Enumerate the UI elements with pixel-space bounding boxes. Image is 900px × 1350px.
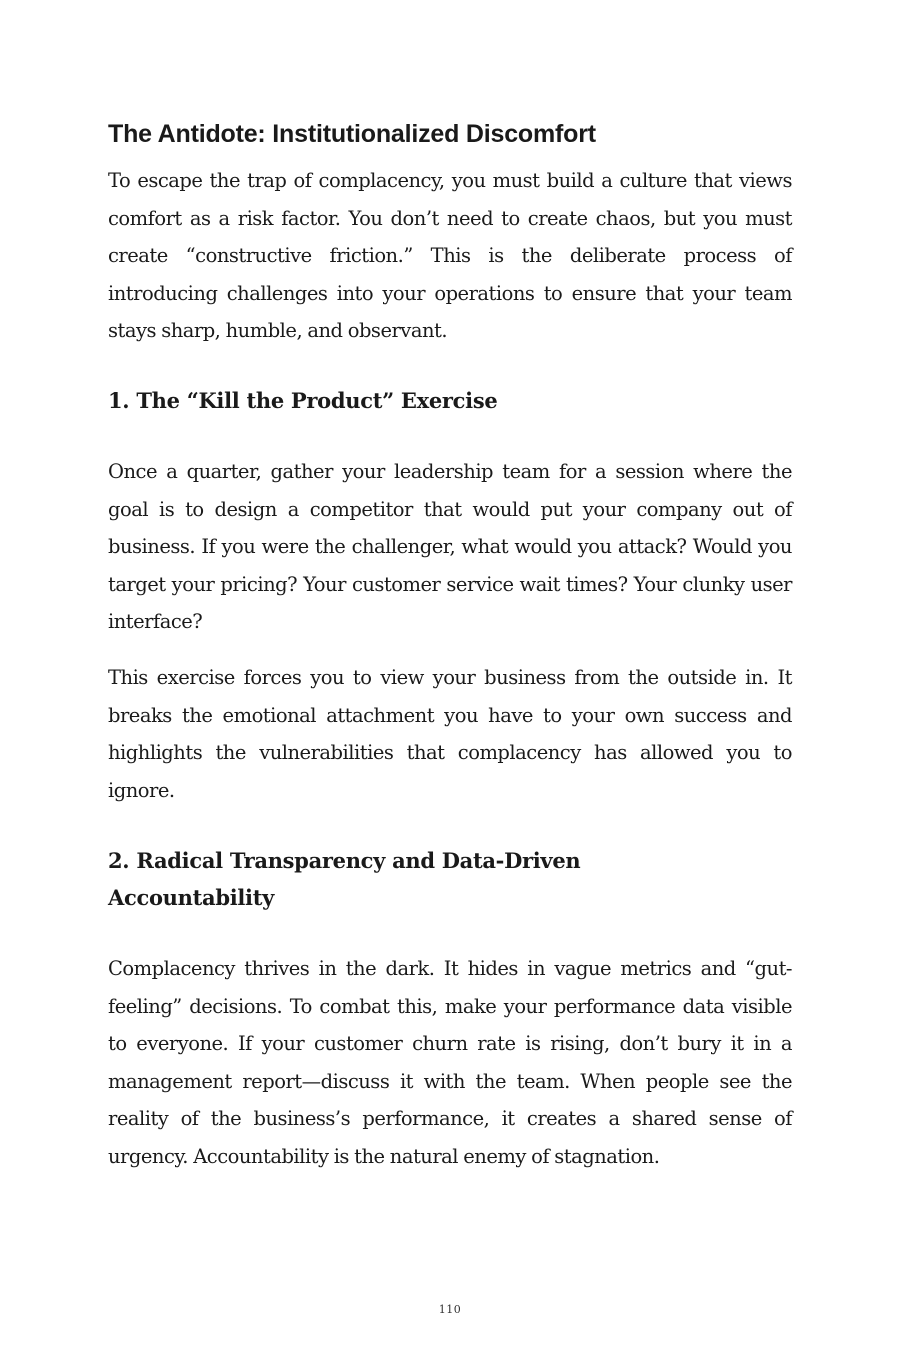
kill-the-product-paragraph-2: This exercise forces you to view your business from the outside in. It breaks the emotional attachment you have to your own success and highlights the vulnerabilities that complacency has allowed you to ignore. — [108, 666, 792, 802]
kill-the-product-paragraph-1: Once a quarter, gather your leadership team for a session where the goal is to design a competitor that would put your company out of business. If you were the challenger, what would you attack? Would you target your pricing? Your customer service wait times? Your clunky user interface? — [108, 460, 792, 634]
page-number: 110 — [438, 1303, 462, 1316]
section-heading: The Antidote: Institutionalized Discomfort — [108, 120, 596, 148]
subsection-heading-radical-transparency: 2. Radical Transparency and Data-Driven Accountability — [108, 848, 581, 910]
intro-paragraph: To escape the trap of complacency, you must build a culture that views comfort as a risk factor. You don’t need to create chaos, but you must create “constructive friction.” This is the deliberate process of introducing challenges into your operations to ensure that your team stays sharp, humble, and observant. — [108, 169, 792, 343]
radical-transparency-paragraph: Complacency thrives in the dark. It hides in vague metrics and “gut-feeling” decisions. To combat this, make your performance data visible to everyone. If your customer churn rate is rising, don’t bury it in a management report—discuss it with the team. When people see the reality of the business’s performance, it creates a shared sense of urgency. Accountability is the natural enemy of stagnation. — [108, 957, 792, 1168]
subsection-heading-kill-the-product: 1. The “Kill the Product” Exercise — [108, 388, 498, 413]
